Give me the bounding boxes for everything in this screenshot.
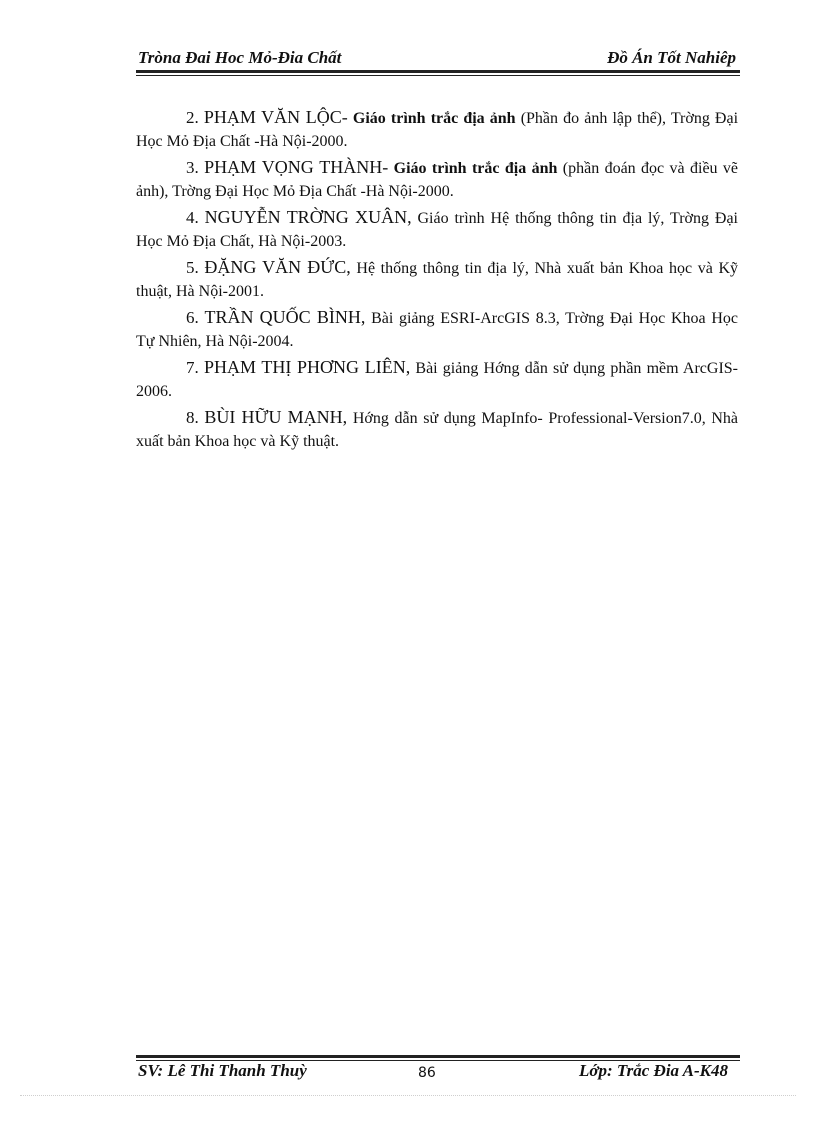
header-thesis-title: Đồ Án Tốt Nahiêp [607,48,736,67]
reference-item [136,156,738,203]
reference-author: ĐẶNG VĂN ĐỨC, [204,257,351,277]
reference-item [136,256,738,303]
reference-author: PHẠM THỊ PHƠNG LIÊN, [203,357,411,377]
footer-student: SV: Lê Thi Thanh Thuỳ [138,1061,307,1080]
footer-class: Lớp: Trắc Đia A-K48 [578,1061,728,1080]
reference-details: Bài giảng Hớng dẫn sử dụng phần mềm ArcGIS- 2006. [136,360,739,400]
reference-title: Giáo trình trắc địa ảnh [393,160,558,177]
page-edge-divider [20,1095,796,1096]
reference-number: 3. [186,158,199,177]
reference-item [136,306,738,353]
reference-details: Bài giảng ESRI-ArcGIS 8.3, Trờng Đại Học Khoa Học Tự Nhiên, Hà Nội-2004. [136,310,738,350]
footer-rule-thick [136,1055,740,1058]
reference-details: (Phần đo ảnh lập thể), Trờng Đại Học Mỏ Địa Chất -Hà Nội-2000. [136,110,739,150]
reference-number: 6. [186,308,199,327]
reference-author: NGUYỄN TRỜNG XUÂN, [204,207,412,227]
header-school: Tròna Đai Hoc Mỏ-Đia Chất [138,48,342,67]
reference-details: Hớng dẫn sử dụng MapInfo- Professional-Version7.0, Nhà xuất bản Khoa học và Kỹ thuật. [136,410,739,450]
reference-author: TRẦN QUỐC BÌNH, [204,307,366,327]
header-rule-thick [136,70,740,73]
reference-item [136,406,738,453]
reference-details: (phần đoán đọc và điều vẽ ảnh), Trờng Đại Học Mỏ Địa Chất -Hà Nội-2000. [136,160,739,200]
reference-number: 2. [186,108,199,127]
reference-details: Hệ thống thông tin địa lý, Nhà xuất bản Khoa học và Kỹ thuật, Hà Nội-2001. [136,260,739,300]
page-footer [136,1061,740,1087]
reference-details: Giáo trình Hệ thống thông tin địa lý, Trờng Đại Học Mỏ Địa Chất, Hà Nội-2003. [136,210,738,250]
reference-title: Giáo trình trắc địa ảnh [352,110,516,127]
reference-author: BÙI HỮU MẠNH, [204,407,348,427]
reference-author: PHẠM VỌNG THÀNH- [204,157,389,177]
reference-number: 8. [186,408,199,427]
reference-number: 7. [186,358,199,377]
reference-number: 4. [186,208,199,227]
reference-list [136,106,738,456]
reference-number: 5. [186,258,199,277]
reference-item [136,106,738,153]
reference-item [136,356,738,403]
reference-item [136,206,738,253]
page-header [136,46,740,72]
page-number: 86 [418,1065,436,1081]
header-rule-thin [136,75,740,76]
reference-author: PHẠM VĂN LỘC- [203,107,348,127]
